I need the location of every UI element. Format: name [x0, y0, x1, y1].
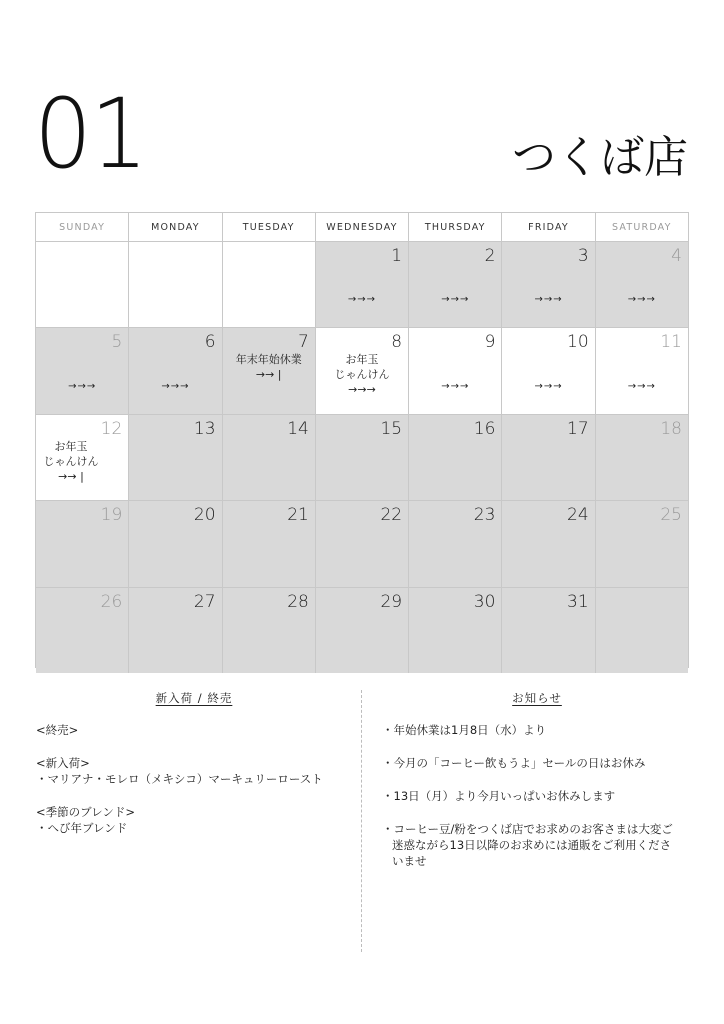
store-name: つくば店	[512, 132, 688, 183]
weekday-friday: FRIDAY	[502, 213, 595, 241]
calendar-day	[316, 588, 409, 673]
day-note: 年末年始休業 →→ |	[235, 353, 302, 382]
calendar-day	[36, 415, 129, 500]
continuation-arrows: →→→	[161, 380, 190, 392]
calendar-day	[502, 328, 595, 413]
continuation-arrows: →→→	[347, 294, 377, 306]
day-note: お年玉 じゃんけん →→→	[334, 353, 390, 397]
calendar-weeks	[36, 242, 688, 673]
calendar-day	[129, 242, 222, 327]
calendar-day	[409, 328, 502, 413]
day-number: 29	[380, 591, 403, 612]
news-section	[382, 690, 692, 886]
products-section	[36, 690, 352, 853]
day-number: 20	[193, 505, 216, 526]
calendar-day	[129, 415, 222, 500]
new-heading: <新入荷>	[36, 756, 90, 770]
day-number: 25	[660, 505, 682, 526]
day-number: 31	[567, 591, 589, 612]
news-title: お知らせ	[512, 691, 562, 705]
calendar-day	[129, 501, 222, 586]
weekday-thursday: THURSDAY	[409, 213, 502, 241]
calendar-day	[596, 501, 688, 586]
seasonal-item: ・へび年ブレンド	[36, 821, 128, 835]
weekday-tuesday: TUESDAY	[223, 213, 316, 241]
news-item: ・13日（月）より今月いっぱいお休みします	[382, 789, 616, 803]
day-number: 5	[111, 332, 123, 353]
day-number: 6	[204, 332, 216, 353]
calendar-day	[409, 588, 502, 673]
continuation-arrows: →→→	[627, 380, 656, 392]
day-note: お年玉 じゃんけん →→ |	[43, 439, 99, 483]
calendar-day	[223, 588, 316, 673]
day-number: 22	[380, 505, 403, 526]
day-number: 10	[567, 332, 589, 353]
day-number: 27	[193, 591, 216, 612]
calendar	[35, 212, 689, 668]
day-number: 15	[380, 418, 403, 439]
day-number: 16	[473, 418, 496, 439]
continuation-arrows: →→→	[441, 294, 470, 306]
day-number: 30	[473, 591, 496, 612]
calendar-week	[36, 327, 688, 413]
calendar-week	[36, 587, 688, 673]
weekday-sunday: SUNDAY	[36, 213, 129, 241]
calendar-week	[36, 242, 688, 327]
calendar-day	[316, 501, 409, 586]
calendar-day	[36, 501, 129, 586]
calendar-day	[36, 328, 129, 413]
calendar-week	[36, 414, 688, 500]
products-title: 新入荷 / 終売	[155, 691, 233, 705]
news-item: ・年始休業は1月8日（水）より	[382, 723, 547, 737]
calendar-day	[409, 415, 502, 500]
continuation-arrows: →→→	[441, 380, 470, 392]
weekday-wednesday: WEDNESDAY	[316, 213, 409, 241]
month-number: 01	[34, 78, 147, 190]
calendar-day	[409, 242, 502, 327]
calendar-day	[129, 328, 222, 413]
news-item: ・今月の「コーヒー飲もうよ」セールの日はお休み	[382, 756, 646, 770]
ended-heading: <終売>	[36, 723, 79, 737]
day-number: 11	[660, 332, 682, 353]
day-number: 8	[391, 332, 403, 353]
continuation-arrows: →→→	[534, 294, 563, 306]
calendar-day	[409, 501, 502, 586]
calendar-day	[316, 328, 409, 413]
day-number: 7	[298, 332, 309, 353]
calendar-week	[36, 500, 688, 586]
calendar-day	[316, 415, 409, 500]
day-number: 9	[484, 332, 496, 353]
calendar-day	[223, 501, 316, 586]
calendar-day	[36, 588, 129, 673]
calendar-day	[502, 501, 595, 586]
day-number: 23	[473, 505, 496, 526]
continuation-arrows: →→→	[68, 380, 97, 392]
calendar-day	[223, 242, 316, 327]
day-number: 26	[100, 591, 123, 612]
calendar-day	[502, 588, 595, 673]
weekday-saturday: SATURDAY	[612, 221, 672, 233]
calendar-day	[129, 588, 222, 673]
calendar-day	[316, 242, 409, 327]
day-number: 14	[287, 418, 309, 439]
news-item: ・コーヒー豆/粉をつくば店でお求めのお客さまは大変ご 迷惑ながら13日以降のお求めには通販をご利用くださ いませ	[382, 822, 673, 868]
day-number: 13	[193, 418, 216, 439]
weekday-monday: MONDAY	[129, 213, 222, 241]
calendar-day	[36, 242, 129, 327]
section-divider	[361, 690, 362, 952]
calendar-day	[596, 415, 688, 500]
weekday-header	[36, 213, 688, 242]
day-number: 24	[567, 505, 589, 526]
day-number: 28	[287, 591, 309, 612]
calendar-day	[596, 242, 688, 327]
calendar-day	[596, 328, 688, 413]
day-number: 19	[100, 505, 123, 526]
new-item: ・マリアナ・モレロ（メキシコ）マーキュリーロースト	[36, 772, 323, 786]
continuation-arrows: →→→	[534, 380, 563, 392]
day-number: 17	[567, 418, 589, 439]
day-number: 4	[671, 246, 682, 266]
seasonal-heading: <季節のブレンド>	[36, 805, 136, 819]
day-number: 2	[484, 246, 496, 266]
day-number: 12	[100, 418, 123, 439]
calendar-day	[223, 328, 316, 413]
continuation-arrows: →→→	[627, 294, 656, 306]
calendar-day	[502, 415, 595, 500]
day-number: 18	[660, 418, 682, 439]
day-number: 21	[287, 505, 309, 526]
calendar-day	[502, 242, 595, 327]
day-number: 3	[577, 246, 589, 266]
calendar-day	[223, 415, 316, 500]
calendar-day	[596, 588, 688, 673]
day-number: 1	[391, 246, 403, 266]
